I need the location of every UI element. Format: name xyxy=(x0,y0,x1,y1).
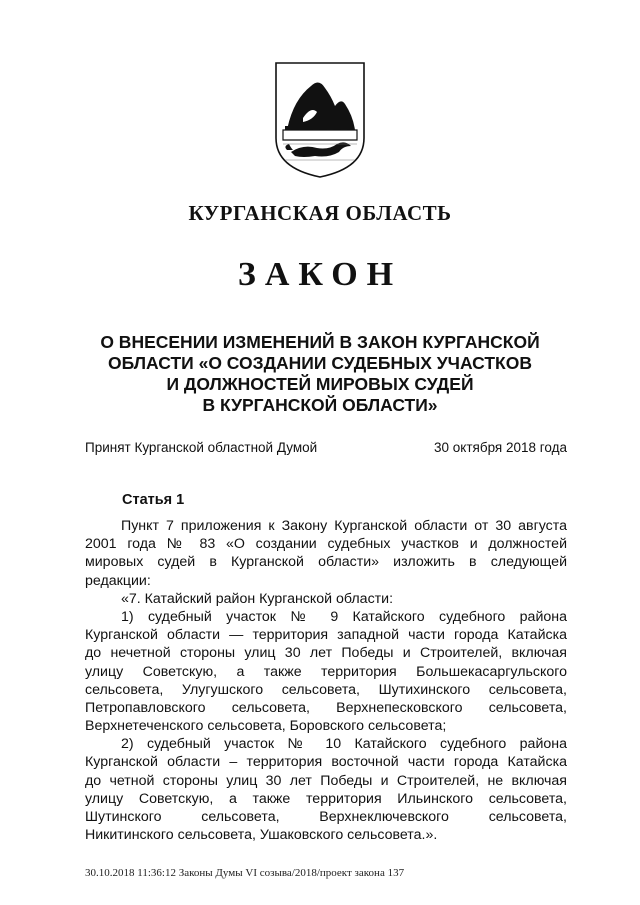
body-line: улицу Советскую, а также территория Ильинского сельсовета, xyxy=(85,790,567,807)
body-line: 2) судебный участок № 10 Катайского судебного района xyxy=(121,736,567,753)
body-line: Петропавловского сельсовета, Верхнепесковского сельсовета, xyxy=(85,699,567,716)
article-heading: Статья 1 xyxy=(122,492,185,508)
body-line: 1) судебный участок № 9 Катайского судебного района xyxy=(121,608,567,625)
adoption-date: 30 октября 2018 года xyxy=(434,440,567,455)
body-line: Пункт 7 приложения к Закону Курганской области от 30 августа xyxy=(121,518,567,534)
title-line: В КУРГАНСКОЙ ОБЛАСТИ» xyxy=(202,395,438,415)
title-line: И ДОЛЖНОСТЕЙ МИРОВЫХ СУДЕЙ xyxy=(166,374,474,394)
body-line: сельсовета, Улугушского сельсовета, Шутихинского сельсовета, xyxy=(85,681,567,698)
body-line: 2001 года № 83 «О создании судебных участков и должностей xyxy=(85,536,567,553)
article-body xyxy=(85,517,567,844)
body-line: «7. Катайский район Курганской области: xyxy=(121,590,394,607)
body-line: до нечетной стороны улиц 30 лет Победы и Строителей, включая xyxy=(85,645,567,662)
title-line: О ВНЕСЕНИИ ИЗМЕНЕНИЙ В ЗАКОН КУРГАНСКОЙ xyxy=(100,332,540,352)
body-line: мировых судей в Курганской области» изложить в следующей xyxy=(85,554,567,571)
body-line: редакции: xyxy=(85,572,151,589)
body-line: Шутинского сельсовета, Верхнеключевского сельсовета, xyxy=(85,809,567,825)
footer-file-path: 30.10.2018 11:36:12 Законы Думы VI созыва/2018/проект закона 137 xyxy=(85,867,405,879)
body-line: до четной стороны улиц 30 лет Победы и Строителей, не включая xyxy=(85,772,567,789)
body-line: Курганской области – территория восточной части города Катайска xyxy=(85,754,567,771)
law-title xyxy=(60,332,580,416)
adopted-by: Принят Курганской областной Думой xyxy=(85,440,318,455)
body-line: Верхнетеченского сельсовета, Боровского сельсовета; xyxy=(85,718,447,735)
coat-of-arms-emblem xyxy=(273,60,367,180)
region-heading: КУРГАНСКАЯ ОБЛАСТЬ xyxy=(188,201,452,225)
body-line: Курганской области — территория западной части города Катайска xyxy=(85,627,567,644)
title-line: ОБЛАСТИ «О СОЗДАНИИ СУДЕБНЫХ УЧАСТКОВ xyxy=(108,353,532,373)
body-line: улицу Советскую, а также территория Большекасаргульского xyxy=(85,663,567,680)
body-line: Никитинского сельсовета, Ушаковского сельсовета.». xyxy=(85,827,438,844)
document-type-heading: ЗАКОН xyxy=(237,256,403,293)
